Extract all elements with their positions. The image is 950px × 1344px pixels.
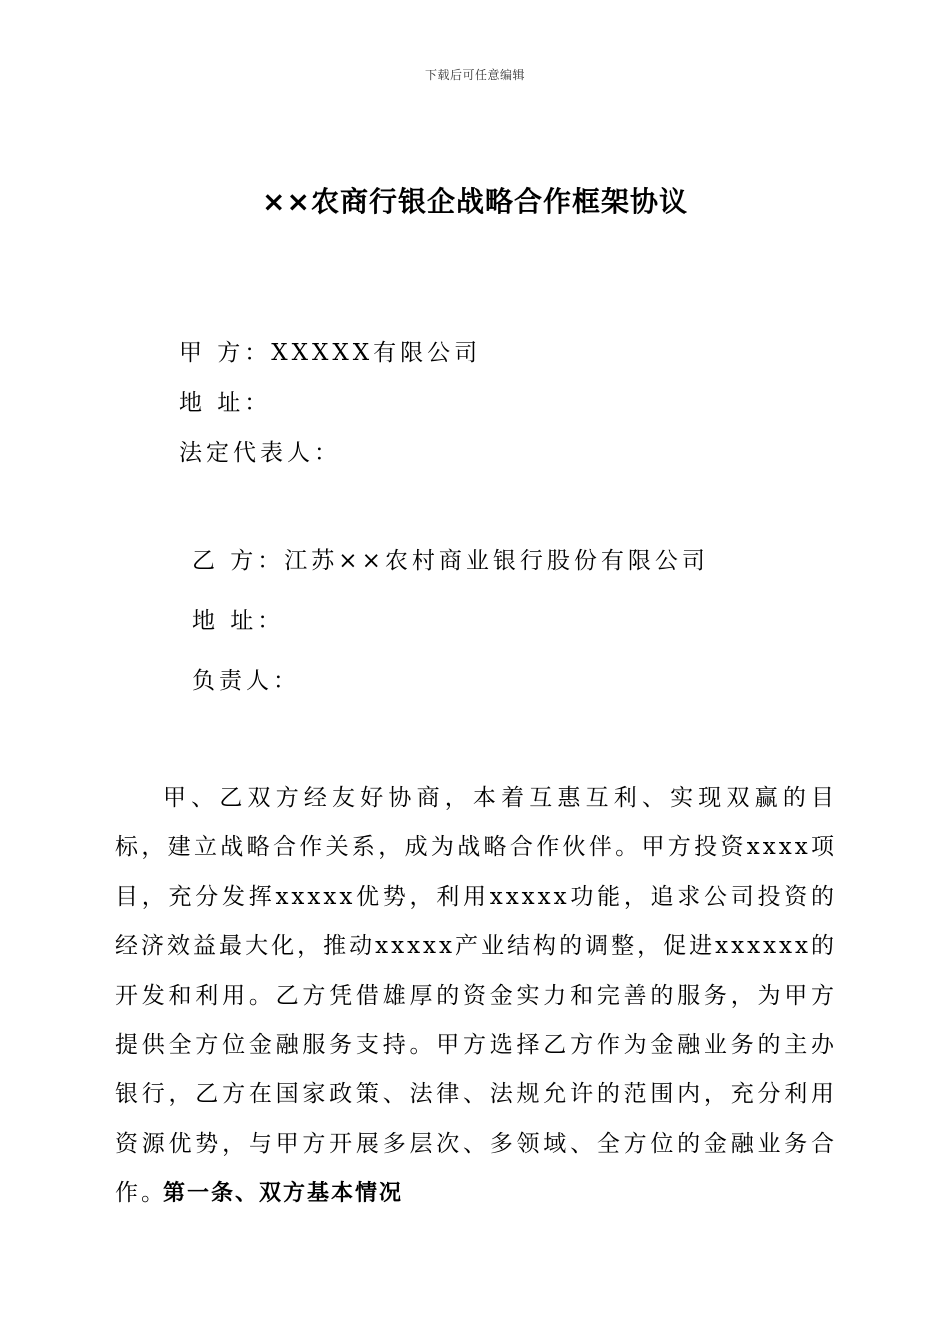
section-heading: 第一条、双方基本情况 bbox=[163, 1181, 404, 1206]
party-b-address: 地 址： bbox=[192, 608, 285, 634]
party-a-representative: 法定代表人： bbox=[179, 440, 341, 466]
party-b-responsible: 负责人： bbox=[192, 668, 300, 694]
party-a-address: 地 址： bbox=[179, 390, 272, 416]
intro-paragraph: 甲、乙双方经友好协商，本着互惠互利、实现双赢的目标，建立战略合作关系，成为战略合作伙伴。甲方投资xxxx项目，充分发挥xxxxx优势，利用xxxxx功能，追求公司投资的经济效益最大化，推动xxxxx产业结构的调整，促进xxxxxx的开发和利用。乙方凭借雄厚的资金实力和完善的服务，为甲方提供全方位金融服务支持。甲方选择乙方作为金融业务的主办银行，乙方在国家政策、法律、法规允许的范围内，充分利用资源优势，与甲方开展多层次、多领域、全方位的金融业务合作。 bbox=[115, 785, 837, 1207]
header-watermark: 下载后可任意编辑 bbox=[424, 68, 525, 82]
party-b-name: 乙 方：江苏××农村商业银行股份有限公司 bbox=[192, 548, 709, 574]
document-title: ××农商行银企战略合作框架协议 bbox=[262, 185, 688, 218]
party-a-name: 甲 方：XXXXX有限公司 bbox=[179, 340, 482, 366]
